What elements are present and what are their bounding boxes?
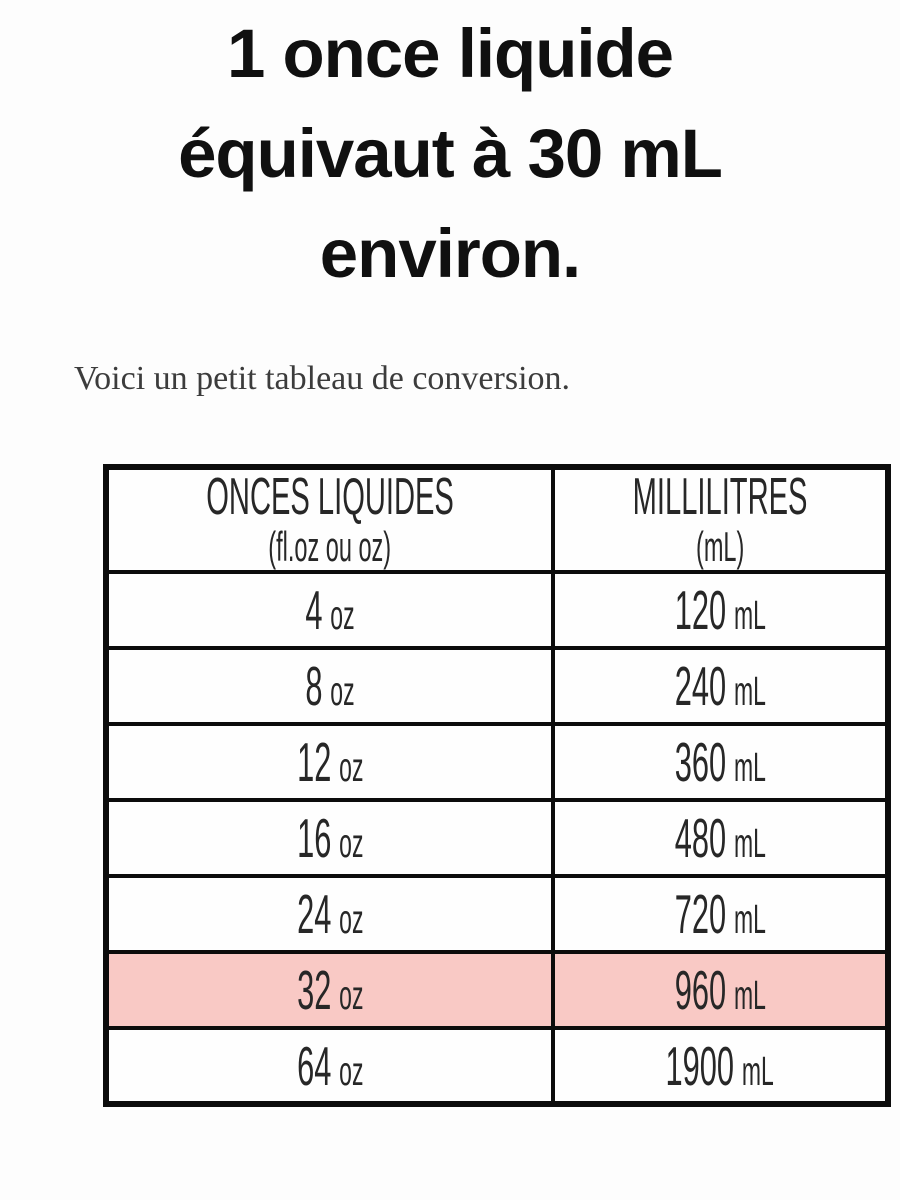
millilitres-cell: 1900 mL <box>553 1028 888 1104</box>
page-title-line-2: équivaut à 30 mL <box>178 115 722 192</box>
ounces-cell: 32 oz <box>106 952 553 1028</box>
ounces-cell: 4 oz <box>106 572 553 648</box>
millilitres-cell: 960 mL <box>553 952 888 1028</box>
page-title-line-1: 1 once liquide <box>226 15 674 92</box>
ounces-cell: 64 oz <box>106 1028 553 1104</box>
column-header-millilitres-title: MILLILITRES <box>632 468 808 526</box>
table-row <box>106 876 888 952</box>
millilitres-cell: 480 mL <box>553 800 888 876</box>
table-row <box>106 1028 888 1104</box>
column-header-ounces-subtitle: (fl.oz ou oz) <box>268 523 392 570</box>
column-header-millilitres <box>553 467 888 572</box>
ounces-cell: 8 oz <box>106 648 553 724</box>
ounces-cell: 16 oz <box>106 800 553 876</box>
column-header-ounces <box>106 467 553 572</box>
table-row-highlighted <box>106 952 888 1028</box>
page-title <box>0 0 900 304</box>
millilitres-cell: 240 mL <box>553 648 888 724</box>
table-row <box>106 648 888 724</box>
millilitres-cell: 360 mL <box>553 724 888 800</box>
ounces-cell: 24 oz <box>106 876 553 952</box>
ounces-cell: 12 oz <box>106 724 553 800</box>
table-row <box>106 572 888 648</box>
page-title-line-3: environ. <box>319 215 581 292</box>
table-header-row <box>106 467 888 572</box>
millilitres-cell: 720 mL <box>553 876 888 952</box>
table-row <box>106 800 888 876</box>
column-header-ounces-title: ONCES LIQUIDES <box>206 468 454 526</box>
column-header-millilitres-subtitle: (mL) <box>695 523 745 570</box>
conversion-table <box>103 464 891 1107</box>
intro-text: Voici un petit tableau de conversion. <box>74 360 571 397</box>
millilitres-cell: 120 mL <box>553 572 888 648</box>
table-row <box>106 724 888 800</box>
